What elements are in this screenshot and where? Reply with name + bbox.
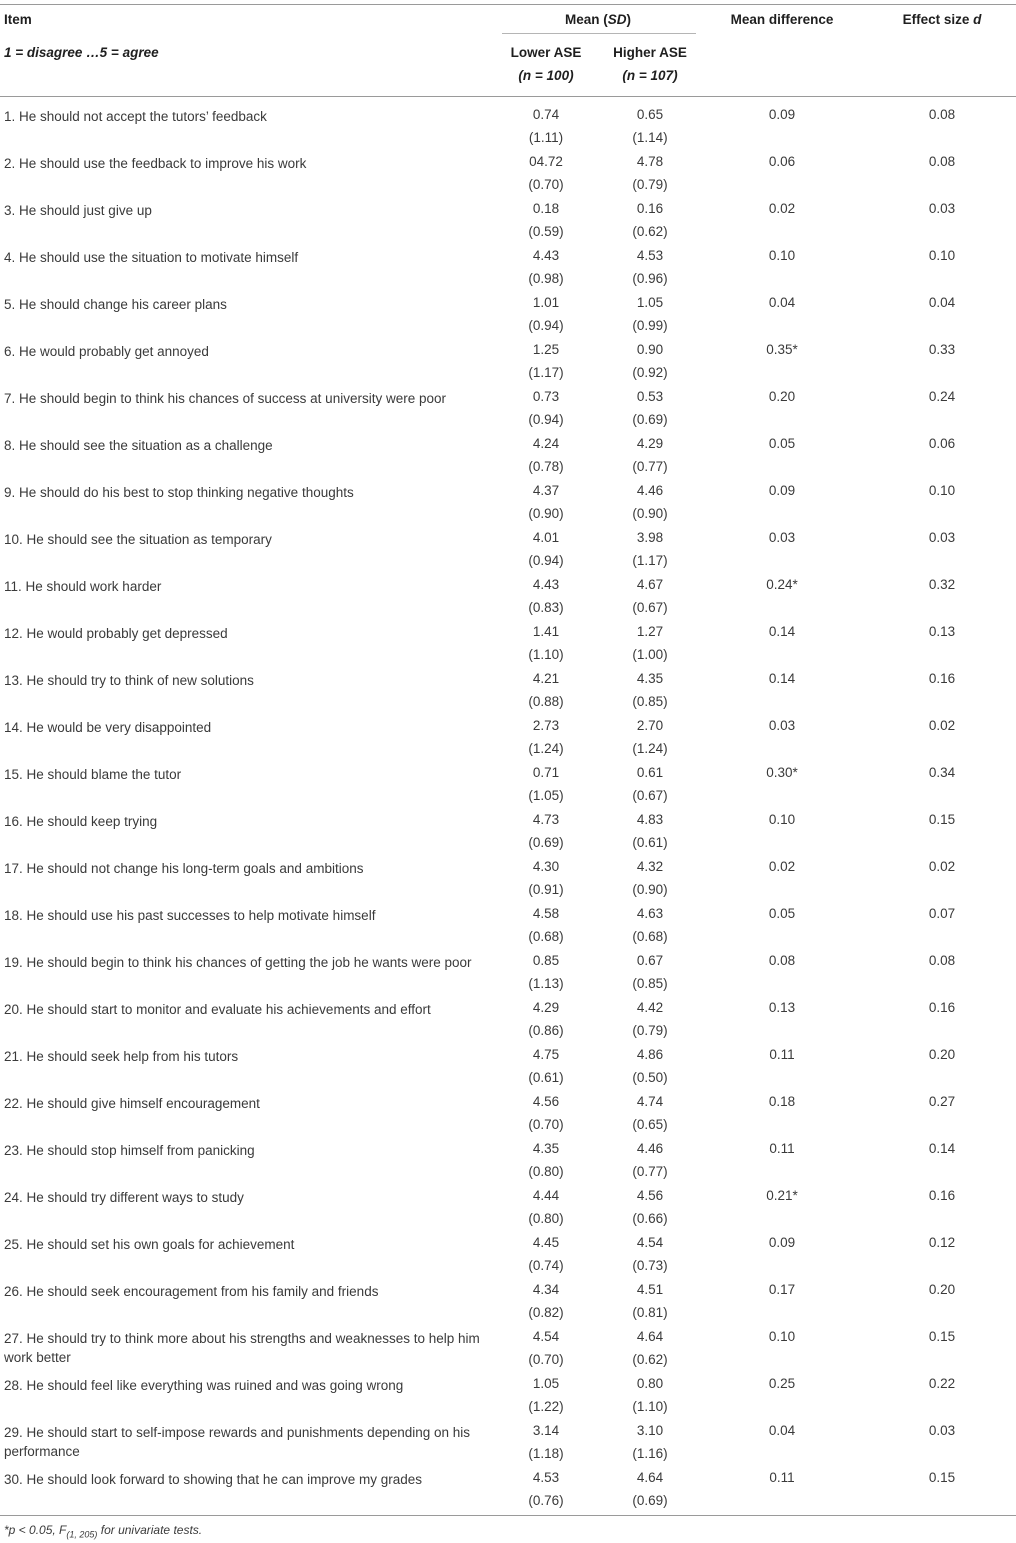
mean-difference: 0.08 xyxy=(768,953,796,968)
lower-ase-mean: 4.43 xyxy=(532,577,560,592)
table-row xyxy=(0,295,1016,342)
effect-size-d: 0.34 xyxy=(928,765,956,780)
higher-ase-mean: 4.86 xyxy=(636,1047,664,1062)
mean-difference: 0.09 xyxy=(768,483,796,498)
lower-ase-sd: (1.17) xyxy=(528,365,564,380)
item-text: 13. He should try to think of new solutions xyxy=(4,673,254,688)
higher-ase-sd: (0.62) xyxy=(632,1352,668,1367)
higher-ase-mean: 2.70 xyxy=(636,718,664,733)
lower-ase-sd: (0.82) xyxy=(528,1305,564,1320)
mean-difference: 0.30* xyxy=(766,765,798,780)
lower-ase-mean: 1.25 xyxy=(532,342,560,357)
header-lower-n: (n = 100) xyxy=(518,68,574,83)
higher-ase-sd: (1.10) xyxy=(632,1399,668,1414)
lower-ase-sd: (0.68) xyxy=(528,929,564,944)
lower-ase-mean: 1.01 xyxy=(532,295,560,310)
item-text: 29. He should start to self-impose rewards and punishments depending on his performance xyxy=(4,1425,471,1459)
higher-ase-mean: 4.64 xyxy=(636,1470,664,1485)
effect-size-d: 0.16 xyxy=(928,671,956,686)
lower-ase-sd: (1.18) xyxy=(528,1446,564,1461)
header-higher-n: (n = 107) xyxy=(622,68,678,83)
mean-difference: 0.14 xyxy=(768,624,796,639)
lower-ase-sd: (1.22) xyxy=(528,1399,564,1414)
table-row xyxy=(0,1282,1016,1329)
higher-ase-sd: (0.67) xyxy=(632,600,668,615)
lower-ase-sd: (0.80) xyxy=(528,1211,564,1226)
table-row xyxy=(0,718,1016,765)
mean-difference: 0.02 xyxy=(768,859,796,874)
higher-ase-sd: (0.90) xyxy=(632,506,668,521)
higher-ase-mean: 0.67 xyxy=(636,953,664,968)
mean-difference: 0.10 xyxy=(768,248,796,263)
lower-ase-mean: 4.53 xyxy=(532,1470,560,1485)
lower-ase-mean: 4.29 xyxy=(532,1000,560,1015)
lower-ase-mean: 4.56 xyxy=(532,1094,560,1109)
lower-ase-sd: (0.70) xyxy=(528,1352,564,1367)
effect-size-d: 0.20 xyxy=(928,1282,956,1297)
table-row xyxy=(0,906,1016,953)
item-text: 8. He should see the situation as a challenge xyxy=(4,438,273,453)
table-row xyxy=(0,107,1016,154)
header-item: Item xyxy=(4,12,32,27)
item-text: 20. He should start to monitor and evaluate his achievements and effort xyxy=(4,1002,431,1017)
effect-size-d: 0.27 xyxy=(928,1094,956,1109)
higher-ase-mean: 4.32 xyxy=(636,859,664,874)
higher-ase-sd: (0.62) xyxy=(632,224,668,239)
higher-ase-sd: (0.73) xyxy=(632,1258,668,1273)
lower-ase-mean: 0.85 xyxy=(532,953,560,968)
lower-ase-mean: 4.45 xyxy=(532,1235,560,1250)
lower-ase-mean: 4.44 xyxy=(532,1188,560,1203)
effect-size-d: 0.08 xyxy=(928,154,956,169)
effect-size-d: 0.20 xyxy=(928,1047,956,1062)
lower-ase-sd: (1.13) xyxy=(528,976,564,991)
higher-ase-mean: 0.65 xyxy=(636,107,664,122)
footnote: *p < 0.05, $F_{(1, 205)}$ for univariate tests. xyxy=(4,1523,203,1540)
lower-ase-sd: (0.94) xyxy=(528,318,564,333)
lower-ase-sd: (0.80) xyxy=(528,1164,564,1179)
effect-size-d: 0.15 xyxy=(928,812,956,827)
item-text: 17. He should not change his long-term goals and ambitions xyxy=(4,861,364,876)
top-rule xyxy=(0,4,1016,5)
mean-difference: 0.20 xyxy=(768,389,796,404)
item-text: 9. He should do his best to stop thinking negative thoughts xyxy=(4,485,354,500)
lower-ase-sd: (0.91) xyxy=(528,882,564,897)
effect-size-d: 0.08 xyxy=(928,953,956,968)
lower-ase-sd: (0.61) xyxy=(528,1070,564,1085)
higher-ase-sd: (0.67) xyxy=(632,788,668,803)
mean-difference: 0.35* xyxy=(766,342,798,357)
effect-size-d: 0.14 xyxy=(928,1141,956,1156)
lower-ase-mean: 0.74 xyxy=(532,107,560,122)
higher-ase-sd: (0.85) xyxy=(632,976,668,991)
higher-ase-sd: (0.79) xyxy=(632,1023,668,1038)
item-text: 19. He should begin to think his chances of getting the job he wants were poor xyxy=(4,955,472,970)
lower-ase-sd: (0.70) xyxy=(528,177,564,192)
higher-ase-mean: 4.64 xyxy=(636,1329,664,1344)
lower-ase-mean: 4.21 xyxy=(532,671,560,686)
higher-ase-mean: 4.56 xyxy=(636,1188,664,1203)
table-row xyxy=(0,436,1016,483)
table-row xyxy=(0,201,1016,248)
higher-ase-mean: 4.51 xyxy=(636,1282,664,1297)
mean-difference: 0.05 xyxy=(768,436,796,451)
higher-ase-mean: 4.53 xyxy=(636,248,664,263)
effect-size-d: 0.03 xyxy=(928,1423,956,1438)
effect-size-d: 0.32 xyxy=(928,577,956,592)
table-row xyxy=(0,248,1016,295)
item-text: 25. He should set his own goals for achievement xyxy=(4,1237,295,1252)
lower-ase-mean: 1.41 xyxy=(532,624,560,639)
higher-ase-mean: 4.74 xyxy=(636,1094,664,1109)
lower-ase-sd: (0.88) xyxy=(528,694,564,709)
higher-ase-sd: (0.77) xyxy=(632,459,668,474)
mean-difference: 0.10 xyxy=(768,1329,796,1344)
table-row xyxy=(0,389,1016,436)
mean-difference: 0.24* xyxy=(766,577,798,592)
item-text: 11. He should work harder xyxy=(4,579,162,594)
effect-size-d: 0.24 xyxy=(928,389,956,404)
item-text: 28. He should feel like everything was ruined and was going wrong xyxy=(4,1378,404,1393)
higher-ase-sd: (0.68) xyxy=(632,929,668,944)
table-row xyxy=(0,953,1016,1000)
header-higher-ase: Higher ASE xyxy=(613,45,687,60)
higher-ase-mean: 0.16 xyxy=(636,201,664,216)
higher-ase-mean: 3.10 xyxy=(636,1423,664,1438)
lower-ase-sd: (0.76) xyxy=(528,1493,564,1508)
higher-ase-mean: 0.90 xyxy=(636,342,664,357)
lower-ase-mean: 4.54 xyxy=(532,1329,560,1344)
lower-ase-sd: (0.78) xyxy=(528,459,564,474)
higher-ase-sd: (0.69) xyxy=(632,1493,668,1508)
lower-ase-mean: 4.24 xyxy=(532,436,560,451)
effect-size-d: 0.03 xyxy=(928,201,956,216)
lower-ase-sd: (0.98) xyxy=(528,271,564,286)
lower-ase-mean: 4.01 xyxy=(532,530,560,545)
item-text: 5. He should change his career plans xyxy=(4,297,227,312)
lower-ase-sd: (0.86) xyxy=(528,1023,564,1038)
mean-difference: 0.02 xyxy=(768,201,796,216)
higher-ase-mean: 4.67 xyxy=(636,577,664,592)
higher-ase-mean: 4.54 xyxy=(636,1235,664,1250)
table-row xyxy=(0,1423,1016,1470)
table-row xyxy=(0,859,1016,906)
item-text: 18. He should use his past successes to help motivate himself xyxy=(4,908,376,923)
lower-ase-sd: (0.70) xyxy=(528,1117,564,1132)
lower-ase-mean: 4.30 xyxy=(532,859,560,874)
item-text: 3. He should just give up xyxy=(4,203,152,218)
lower-ase-mean: 0.73 xyxy=(532,389,560,404)
higher-ase-sd: (0.85) xyxy=(632,694,668,709)
higher-ase-sd: (0.90) xyxy=(632,882,668,897)
lower-ase-sd: (0.69) xyxy=(528,835,564,850)
higher-ase-mean: 4.46 xyxy=(636,483,664,498)
higher-ase-sd: (1.17) xyxy=(632,553,668,568)
higher-ase-mean: 0.61 xyxy=(636,765,664,780)
higher-ase-sd: (0.99) xyxy=(632,318,668,333)
effect-size-d: 0.07 xyxy=(928,906,956,921)
effect-size-d: 0.15 xyxy=(928,1470,956,1485)
higher-ase-mean: 0.53 xyxy=(636,389,664,404)
item-text: 2. He should use the feedback to improve his work xyxy=(4,156,307,171)
higher-ase-mean: 3.98 xyxy=(636,530,664,545)
header-lower-ase: Lower ASE xyxy=(510,45,582,60)
lower-ase-sd: (0.90) xyxy=(528,506,564,521)
higher-ase-sd: (1.00) xyxy=(632,647,668,662)
item-text: 16. He should keep trying xyxy=(4,814,158,829)
higher-ase-sd: (0.66) xyxy=(632,1211,668,1226)
effect-size-d: 0.06 xyxy=(928,436,956,451)
lower-ase-sd: (1.11) xyxy=(528,130,564,145)
higher-ase-mean: 4.83 xyxy=(636,812,664,827)
mean-difference: 0.21* xyxy=(766,1188,798,1203)
header-mean: Mean (SD) xyxy=(564,12,632,27)
higher-ase-sd: (1.16) xyxy=(632,1446,668,1461)
effect-size-d: 0.02 xyxy=(928,718,956,733)
lower-ase-sd: (0.94) xyxy=(528,412,564,427)
higher-ase-mean: 0.80 xyxy=(636,1376,664,1391)
table-row xyxy=(0,1141,1016,1188)
table-row xyxy=(0,1094,1016,1141)
higher-ase-sd: (0.81) xyxy=(632,1305,668,1320)
table-row xyxy=(0,1470,1016,1517)
higher-ase-sd: (0.79) xyxy=(632,177,668,192)
higher-ase-sd: (1.14) xyxy=(632,130,668,145)
higher-ase-mean: 4.29 xyxy=(636,436,664,451)
lower-ase-sd: (1.24) xyxy=(528,741,564,756)
higher-ase-mean: 4.78 xyxy=(636,154,664,169)
mean-difference: 0.04 xyxy=(768,1423,796,1438)
header-effect-size: Effect size d xyxy=(902,12,982,27)
item-text: 7. He should begin to think his chances of success at university were poor xyxy=(4,391,446,406)
effect-size-d: 0.33 xyxy=(928,342,956,357)
table-row xyxy=(0,1235,1016,1282)
higher-ase-mean: 4.42 xyxy=(636,1000,664,1015)
table-row xyxy=(0,765,1016,812)
higher-ase-mean: 4.46 xyxy=(636,1141,664,1156)
mean-difference: 0.04 xyxy=(768,295,796,310)
lower-ase-sd: (0.94) xyxy=(528,553,564,568)
mean-difference: 0.18 xyxy=(768,1094,796,1109)
lower-ase-mean: 1.05 xyxy=(532,1376,560,1391)
effect-size-d: 0.10 xyxy=(928,483,956,498)
higher-ase-sd: (1.24) xyxy=(632,741,668,756)
higher-ase-sd: (0.69) xyxy=(632,412,668,427)
effect-size-d: 0.16 xyxy=(928,1188,956,1203)
higher-ase-sd: (0.96) xyxy=(632,271,668,286)
header-rule xyxy=(0,96,1016,97)
header-mean-difference: Mean difference xyxy=(730,12,834,27)
higher-ase-sd: (0.61) xyxy=(632,835,668,850)
table-row xyxy=(0,1329,1016,1376)
table-row xyxy=(0,671,1016,718)
lower-ase-sd: (0.74) xyxy=(528,1258,564,1273)
lower-ase-mean: 0.71 xyxy=(532,765,560,780)
effect-size-d: 0.04 xyxy=(928,295,956,310)
mean-difference: 0.09 xyxy=(768,1235,796,1250)
mean-difference: 0.11 xyxy=(769,1141,795,1156)
lower-ase-sd: (0.59) xyxy=(528,224,564,239)
table-row xyxy=(0,1047,1016,1094)
lower-ase-sd: (0.83) xyxy=(528,600,564,615)
item-text: 26. He should seek encouragement from his family and friends xyxy=(4,1284,379,1299)
effect-size-d: 0.08 xyxy=(928,107,956,122)
item-text: 1. He should not accept the tutors’ feedback xyxy=(4,109,267,124)
mean-difference: 0.09 xyxy=(768,107,796,122)
item-text: 10. He should see the situation as temporary xyxy=(4,532,272,547)
mean-span-rule xyxy=(502,33,696,34)
effect-size-d: 0.15 xyxy=(928,1329,956,1344)
effect-size-d: 0.13 xyxy=(928,624,956,639)
lower-ase-mean: 4.37 xyxy=(532,483,560,498)
lower-ase-mean: 2.73 xyxy=(532,718,560,733)
item-text: 30. He should look forward to showing that he can improve my grades xyxy=(4,1472,422,1487)
item-text: 12. He would probably get depressed xyxy=(4,626,228,641)
lower-ase-mean: 3.14 xyxy=(532,1423,560,1438)
table-row xyxy=(0,1376,1016,1423)
lower-ase-mean: 4.73 xyxy=(532,812,560,827)
higher-ase-sd: (0.50) xyxy=(632,1070,668,1085)
item-text: 21. He should seek help from his tutors xyxy=(4,1049,239,1064)
lower-ase-mean: 4.35 xyxy=(532,1141,560,1156)
mean-difference: 0.10 xyxy=(768,812,796,827)
item-text: 22. He should give himself encouragement xyxy=(4,1096,260,1111)
higher-ase-mean: 1.05 xyxy=(636,295,664,310)
table-row xyxy=(0,1000,1016,1047)
lower-ase-sd: (1.10) xyxy=(528,647,564,662)
item-text: 24. He should try different ways to study xyxy=(4,1190,244,1205)
item-text: 15. He should blame the tutor xyxy=(4,767,182,782)
effect-size-d: 0.12 xyxy=(928,1235,956,1250)
table-row xyxy=(0,624,1016,671)
mean-difference: 0.11 xyxy=(769,1047,795,1062)
higher-ase-sd: (0.92) xyxy=(632,365,668,380)
table-row xyxy=(0,812,1016,859)
effect-size-d: 0.16 xyxy=(928,1000,956,1015)
effect-size-d: 0.02 xyxy=(928,859,956,874)
effect-size-d: 0.03 xyxy=(928,530,956,545)
higher-ase-mean: 4.35 xyxy=(636,671,664,686)
item-text: 4. He should use the situation to motivate himself xyxy=(4,250,299,265)
item-text: 14. He would be very disappointed xyxy=(4,720,212,735)
table-row xyxy=(0,342,1016,389)
lower-ase-mean: 4.58 xyxy=(532,906,560,921)
higher-ase-sd: (0.65) xyxy=(632,1117,668,1132)
lower-ase-mean: 0.18 xyxy=(532,201,560,216)
header-scale: 1 = disagree …5 = agree xyxy=(4,45,159,60)
mean-difference: 0.13 xyxy=(768,1000,796,1015)
mean-difference: 0.03 xyxy=(768,530,796,545)
lower-ase-sd: (1.05) xyxy=(528,788,564,803)
lower-ase-mean: 4.75 xyxy=(532,1047,560,1062)
table-row xyxy=(0,530,1016,577)
mean-difference: 0.25 xyxy=(768,1376,796,1391)
mean-difference: 0.14 xyxy=(768,671,796,686)
item-text: 23. He should stop himself from panicking xyxy=(4,1143,255,1158)
effect-size-d: 0.10 xyxy=(928,248,956,263)
lower-ase-mean: 4.43 xyxy=(532,248,560,263)
higher-ase-mean: 1.27 xyxy=(636,624,664,639)
lower-ase-mean: 04.72 xyxy=(529,154,563,169)
mean-difference: 0.17 xyxy=(768,1282,796,1297)
higher-ase-mean: 4.63 xyxy=(636,906,664,921)
item-text: 27. He should try to think more about his strengths and weaknesses to help him work better xyxy=(4,1331,480,1365)
mean-difference: 0.06 xyxy=(768,154,796,169)
item-text: 6. He would probably get annoyed xyxy=(4,344,209,359)
mean-difference: 0.03 xyxy=(768,718,796,733)
mean-difference: 0.11 xyxy=(769,1470,795,1485)
higher-ase-sd: (0.77) xyxy=(632,1164,668,1179)
effect-size-d: 0.22 xyxy=(928,1376,956,1391)
table-row xyxy=(0,577,1016,624)
table-row xyxy=(0,154,1016,201)
lower-ase-mean: 4.34 xyxy=(532,1282,560,1297)
mean-difference: 0.05 xyxy=(768,906,796,921)
table-row xyxy=(0,1188,1016,1235)
table-row xyxy=(0,483,1016,530)
